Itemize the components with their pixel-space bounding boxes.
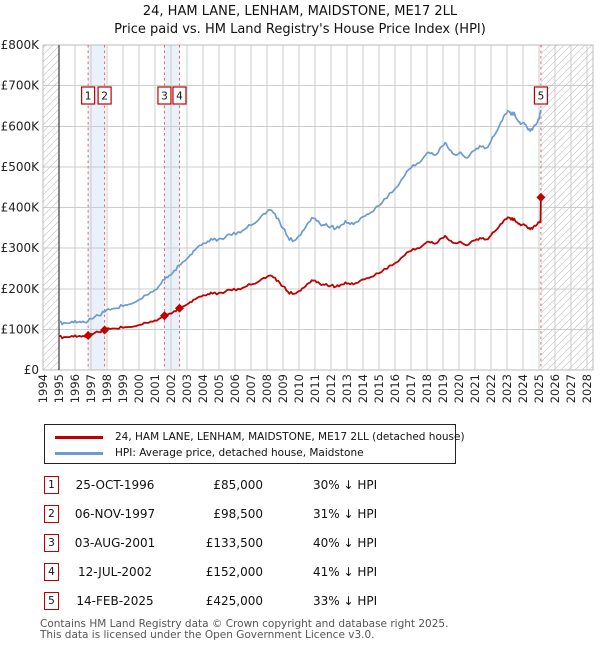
event-box-label-3: 3 [161, 90, 168, 103]
x-axis-label: 1994 [36, 374, 50, 404]
x-axis-label: 2024 [516, 374, 530, 404]
price-paid-line [59, 197, 541, 338]
x-axis-label: 2005 [212, 374, 226, 404]
transaction-number-badge: 1 [44, 476, 59, 494]
x-axis-label: 2001 [148, 374, 162, 404]
legend-label-property: 24, HAM LANE, LENHAM, MAIDSTONE, ME17 2LL (detached house) [115, 431, 465, 443]
event-box-label-4: 4 [176, 90, 183, 103]
no-data-hatch-2 [541, 45, 593, 370]
transaction-number-badge: 5 [44, 592, 59, 610]
y-axis-label: £800K [0, 38, 39, 52]
transaction-date: 03-AUG-2001 [74, 535, 156, 550]
legend-line-sample-blue [55, 452, 103, 455]
transaction-price: £98,500 [213, 506, 263, 521]
x-axis-label: 2006 [228, 374, 242, 404]
no-data-hatch-1 [43, 45, 59, 370]
transaction-row [44, 586, 524, 615]
x-axis-label: 2017 [404, 374, 418, 404]
x-axis-label: 2003 [180, 374, 194, 404]
x-axis-label: 2007 [244, 374, 258, 404]
legend-label-hpi: HPI: Average price, detached house, Maidstone [115, 447, 364, 459]
chart-legend [44, 424, 465, 464]
x-axis-label: 2002 [164, 374, 178, 404]
transaction-price: £152,000 [205, 564, 263, 579]
license-footer [40, 619, 448, 641]
transaction-vs-hpi: 33% ↓ HPI [313, 593, 378, 608]
transaction-row [44, 470, 524, 499]
y-axis-label: £700K [0, 78, 39, 93]
transaction-price: £85,000 [213, 477, 263, 492]
y-axis-label: £300K [0, 241, 39, 256]
transaction-row [44, 557, 524, 586]
transaction-date: 06-NOV-1997 [74, 506, 156, 521]
transaction-number-badge: 3 [44, 534, 59, 552]
transaction-price: £425,000 [205, 593, 263, 608]
x-axis-label: 2018 [420, 374, 434, 404]
event-box-label-5: 5 [537, 90, 545, 103]
transaction-date: 12-JUL-2002 [78, 564, 152, 579]
x-axis-label: 2000 [132, 374, 146, 404]
y-axis-label: £400K [0, 200, 39, 215]
transaction-vs-hpi: 31% ↓ HPI [313, 506, 378, 521]
x-axis-label: 2022 [484, 374, 498, 404]
x-axis-label: 2019 [436, 374, 450, 404]
x-axis-label: 2023 [500, 374, 514, 404]
x-axis-label: 2028 [580, 374, 594, 404]
grid [43, 45, 593, 370]
event-box-label-1: 1 [84, 90, 92, 103]
footer-line-2: This data is licensed under the Open Government Licence v3.0. [40, 629, 375, 641]
legend-row-property [55, 429, 465, 445]
y-axis-label: £500K [0, 159, 39, 174]
y-axis-label: £100K [0, 322, 39, 337]
x-axis-label: 2015 [372, 374, 386, 404]
x-axis-label: 2004 [196, 374, 210, 404]
x-axis-label: 2027 [564, 374, 578, 404]
x-axis-label: 2012 [324, 374, 338, 404]
event-box-label-2: 2 [101, 90, 108, 103]
x-axis-label: 2021 [468, 374, 482, 404]
transaction-price: £133,500 [205, 535, 263, 550]
hpi-line [59, 110, 541, 325]
x-axis-label: 2020 [452, 374, 466, 404]
page-title: 24, HAM LANE, LENHAM, MAIDSTONE, ME17 2LL [142, 4, 458, 19]
transaction-row [44, 499, 524, 528]
x-axis-label: 2014 [356, 374, 370, 404]
legend-line-sample-red [55, 436, 103, 439]
x-axis-label: 2008 [260, 374, 274, 404]
x-axis-label: 2009 [276, 374, 290, 404]
x-axis-label: 2026 [548, 374, 562, 404]
x-axis-label: 1995 [52, 374, 66, 404]
x-axis-label: 1996 [68, 374, 82, 404]
legend-row-hpi [55, 445, 455, 461]
x-axis-label: 2010 [292, 374, 306, 404]
y-axis-label: £200K [0, 281, 39, 296]
x-axis-label: 2025 [532, 374, 546, 404]
x-axis-label: 2016 [388, 374, 402, 404]
transaction-number-badge: 4 [44, 563, 59, 581]
x-axis-label: 2013 [340, 374, 354, 404]
transaction-vs-hpi: 41% ↓ HPI [313, 564, 378, 579]
x-axis-label: 2011 [308, 374, 322, 404]
x-axis-label: 1999 [116, 374, 130, 404]
x-axis-label: 1998 [100, 374, 114, 404]
y-axis-label: £0 [23, 363, 39, 377]
footer-line-1: Contains HM Land Registry data © Crown copyright and database right 2025. [40, 618, 449, 630]
transaction-date: 25-OCT-1996 [75, 477, 155, 492]
x-axis-label: 1997 [84, 374, 98, 404]
transaction-row [44, 528, 524, 557]
transaction-vs-hpi: 40% ↓ HPI [313, 535, 378, 550]
transactions-table [44, 470, 524, 615]
transaction-vs-hpi: 30% ↓ HPI [313, 477, 378, 492]
transaction-date: 14-FEB-2025 [76, 593, 154, 608]
page-subtitle: Price paid vs. HM Land Registry's House Price Index (HPI) [114, 22, 486, 37]
y-axis-label: £600K [0, 119, 39, 134]
transaction-number-badge: 2 [44, 505, 59, 523]
